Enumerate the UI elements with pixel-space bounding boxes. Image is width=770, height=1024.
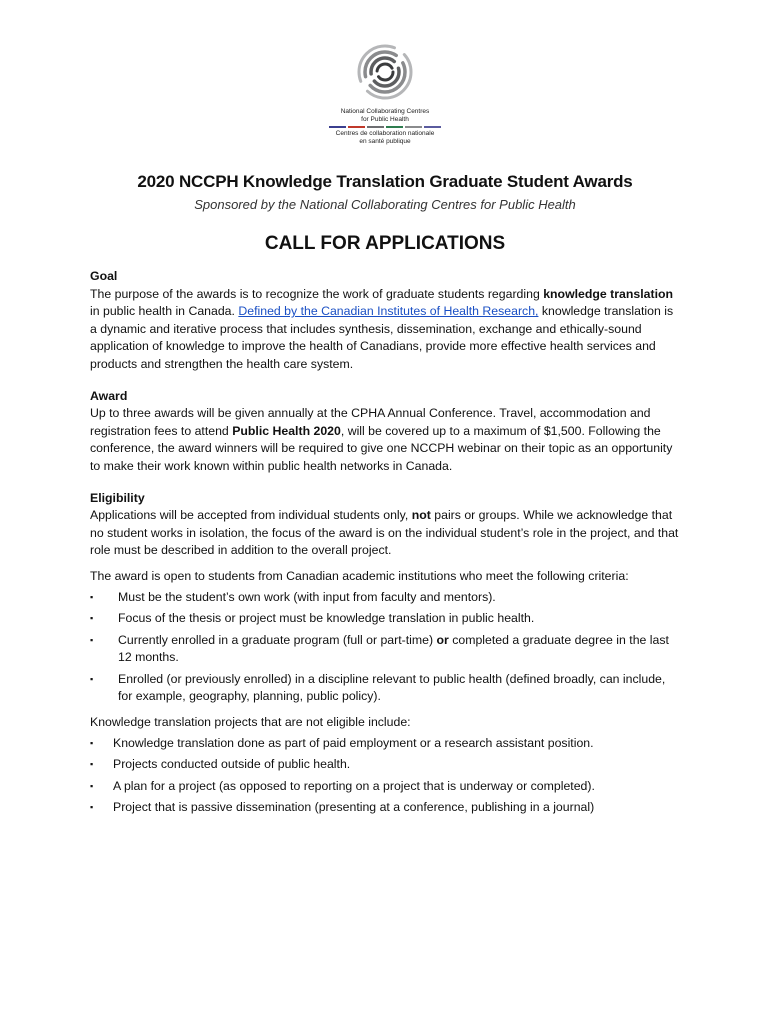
color-bar (348, 126, 365, 128)
document-body (90, 268, 680, 821)
list-item: ▪ A plan for a project (as opposed to reporting on a project that is underway or completed). (90, 778, 680, 796)
award-bold-term: Public Health 2020 (232, 423, 341, 438)
list-item (90, 632, 680, 667)
eligibility-section (90, 490, 680, 818)
criteria-text: completed a graduate degree in the last 12 months. (118, 632, 669, 665)
criteria-list (90, 589, 680, 707)
org-names (0, 108, 770, 146)
eligibility-title: Eligibility (90, 490, 145, 505)
criteria-bold-term: or (436, 632, 449, 647)
goal-paragraph (90, 286, 680, 374)
not-eligible-list (90, 735, 680, 817)
color-bars (0, 126, 770, 128)
org-name-en-2: for Public Health (361, 116, 409, 123)
list-item: ▪ Knowledge translation done as part of paid employment or a research assistant position. (90, 735, 680, 753)
not-eligible-intro: Knowledge translation projects that are not eligible include: (90, 715, 411, 730)
org-name-fr-2: en santé publique (359, 138, 411, 145)
goal-section (90, 268, 680, 374)
color-bar (367, 126, 384, 128)
document-subtitle: Sponsored by the National Collaborating Centres for Public Health (194, 197, 576, 212)
goal-text: The purpose of the awards is to recognize the work of graduate students regarding (90, 286, 544, 301)
eligibility-text: Applications will be accepted from individual students only, (90, 508, 412, 523)
color-bar (329, 126, 346, 128)
color-bar (386, 126, 403, 128)
criteria-intro: The award is open to students from Canadian academic institutions who meet the following criteria: (90, 568, 629, 583)
award-title: Award (90, 388, 128, 403)
color-bar (424, 126, 441, 128)
goal-text: knowledge translation is a dynamic and iterative process that includes synthesis, dissemination, exchange and ethically-sound application of knowledge to improve the health of Canadians, provide more effective health services and products and strengthen the health care system. (90, 304, 674, 371)
goal-bold-term: knowledge translation (543, 286, 674, 301)
eligibility-bold-term: not (411, 508, 431, 523)
cihr-definition-link[interactable]: Defined by the Canadian Institutes of Health Research, (238, 304, 539, 319)
list-item: ▪ Projects conducted outside of public health. (90, 756, 680, 774)
award-text: , will be covered up to a maximum of $1,500. Following the conference, the award winners will be required to give one NCCPH webinar on their topic as an opportunity to make their work known within public health networks in Canada. (90, 423, 673, 473)
list-item: ▪ Must be the student’s own work (with input from faculty and mentors). (90, 589, 680, 607)
org-name-en-1: National Collaborating Centres (340, 108, 430, 115)
criteria-text: Currently enrolled in a graduate program (full or part-time) (118, 632, 437, 647)
list-item: ▪ Project that is passive dissemination (presenting at a conference, publishing in a journal) (90, 799, 680, 817)
org-name-fr-1: Centres de collaboration nationale (335, 130, 435, 137)
award-section (90, 388, 680, 476)
color-bar (405, 126, 422, 128)
list-item: ▪ Enrolled (or previously enrolled) in a discipline relevant to public health (defined broadly, can include, for example, geography, planning, public policy). (90, 671, 680, 706)
goal-title: Goal (90, 269, 118, 283)
list-item: ▪ Focus of the thesis or project must be knowledge translation in public health. (90, 610, 680, 628)
award-text: Up to three awards will be given annually at the CPHA Annual Conference. Travel, accommodation and registration fees to attend (90, 406, 651, 438)
swirl-logo-icon (356, 40, 414, 104)
award-paragraph (90, 405, 680, 475)
nccph-logo (0, 40, 770, 146)
eligibility-paragraph (90, 507, 680, 560)
eligibility-text: pairs or groups. While we acknowledge that no student works in isolation, the focus of the award is on the individual student’s role in the project, and that role must be described in addition to the overall project. (90, 508, 679, 558)
call-heading: CALL FOR APPLICATIONS (264, 233, 506, 254)
goal-text: in public health in Canada. (90, 304, 239, 319)
document-title: 2020 NCCPH Knowledge Translation Graduate Student Awards (137, 172, 633, 191)
